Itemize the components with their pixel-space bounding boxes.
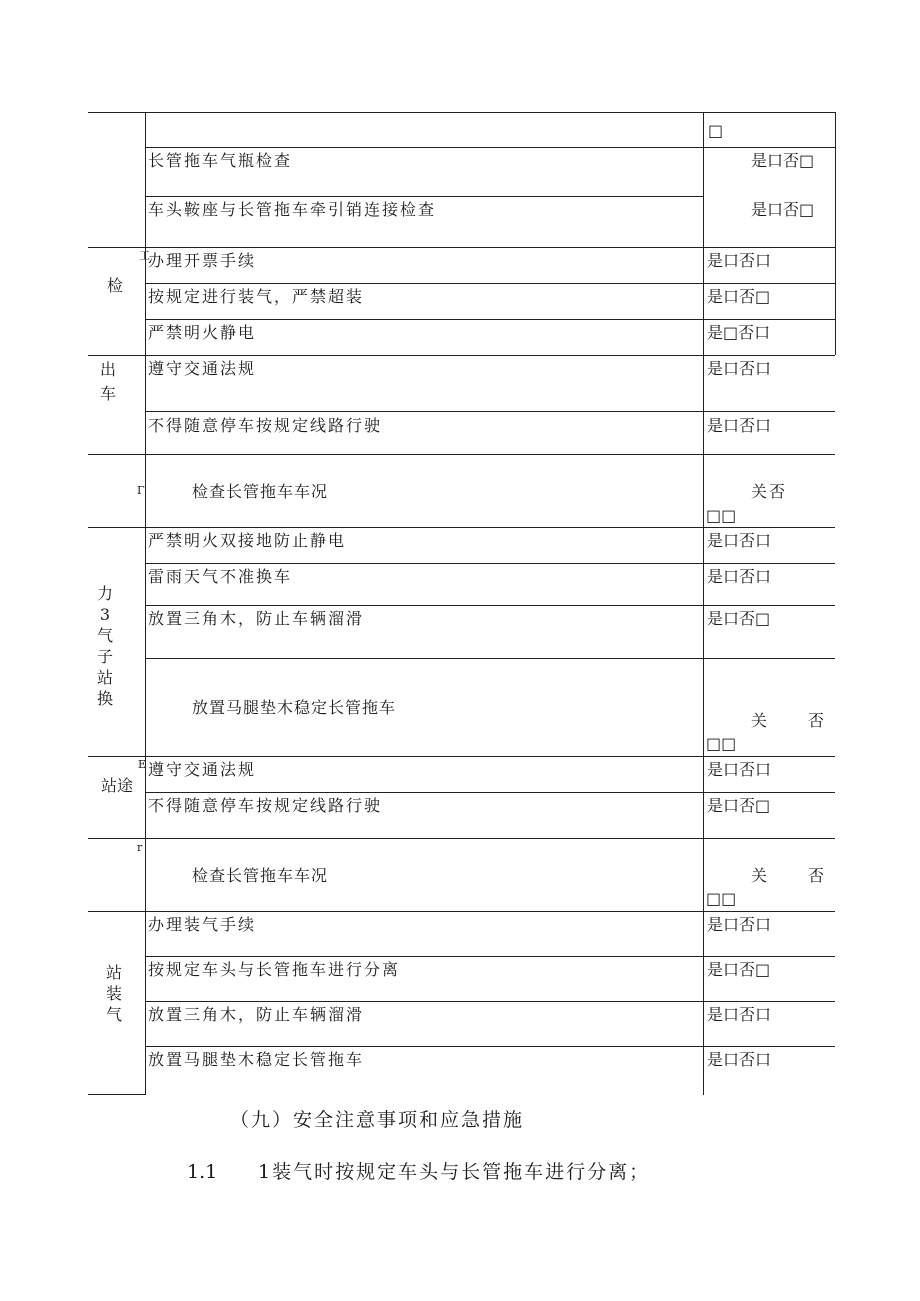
check-boxes[interactable]: □□ bbox=[706, 734, 737, 753]
check-options[interactable]: 是口否□ bbox=[707, 960, 771, 979]
check-options-label: 关否 bbox=[751, 482, 788, 501]
category-char: 气 bbox=[96, 626, 113, 645]
row-line bbox=[145, 319, 835, 320]
item-text: 不得随意停车按规定线路行驶 bbox=[148, 796, 383, 815]
row-line bbox=[88, 112, 835, 113]
check-options[interactable]: 是口否口 bbox=[707, 251, 772, 270]
item-text: 办理装气手续 bbox=[148, 915, 257, 934]
item-text: 车头鞍座与长管拖车牵引销连接检查 bbox=[148, 200, 437, 219]
item-text: 1装气时按规定车头与长管拖车进行分离； bbox=[258, 1161, 651, 1183]
item-text: 办理开票手续 bbox=[148, 251, 257, 270]
item-text: 检查长管拖车车况 bbox=[192, 482, 329, 501]
row-line bbox=[88, 454, 835, 455]
category-char: 站 bbox=[105, 963, 122, 982]
item-text: 按规定进行装气，严禁超装 bbox=[148, 287, 365, 306]
check-options-label: 关 bbox=[751, 866, 768, 885]
check-options[interactable]: 是口否口 bbox=[707, 416, 772, 435]
item-text: 放置马腿垫木稳定长管拖车 bbox=[148, 1050, 365, 1069]
row-line bbox=[145, 605, 835, 606]
row-line bbox=[88, 527, 835, 528]
check-options[interactable]: 是口否□ bbox=[707, 609, 771, 628]
category-mark: E bbox=[138, 758, 147, 771]
table-border-right bbox=[835, 112, 836, 355]
category-char: 站 bbox=[96, 668, 113, 687]
check-options[interactable]: 是口否□ bbox=[751, 200, 815, 219]
item-text: 放置三角木，防止车辆溜滑 bbox=[148, 1005, 365, 1024]
section-heading: （九）安全注意事项和应急措施 bbox=[230, 1109, 525, 1131]
item-text: 严禁明火静电 bbox=[148, 323, 257, 342]
row-line bbox=[145, 196, 703, 197]
item-text: 检查长管拖车车况 bbox=[192, 866, 329, 885]
category-jian: 检 bbox=[106, 276, 123, 295]
check-options[interactable]: 是口否口 bbox=[707, 760, 772, 779]
check-options[interactable]: 是口否□ bbox=[707, 287, 771, 306]
category-char: 子 bbox=[96, 647, 113, 666]
row-line bbox=[145, 1001, 835, 1002]
row-line bbox=[88, 911, 835, 912]
row-line bbox=[145, 956, 835, 957]
item-text: 放置三角木，防止车辆溜滑 bbox=[148, 609, 365, 628]
item-text: 严禁明火双接地防止静电 bbox=[148, 531, 347, 550]
check-box[interactable]: □ bbox=[708, 121, 724, 140]
item-text: 遵守交通法规 bbox=[148, 760, 257, 779]
check-options-label: 关 bbox=[751, 711, 768, 730]
item-text: 按规定车头与长管拖车进行分离 bbox=[148, 960, 401, 979]
item-text: 放置马腿垫木稳定长管拖车 bbox=[192, 698, 397, 717]
category-zhanzhuangqi bbox=[101, 962, 127, 1025]
category-mark: Γ bbox=[137, 484, 145, 497]
item-text: 长管拖车气瓶检查 bbox=[148, 151, 293, 170]
check-options[interactable]: 是口否口 bbox=[707, 1050, 772, 1069]
category-mark: r bbox=[137, 841, 143, 854]
row-line bbox=[145, 1046, 835, 1047]
check-boxes[interactable]: □□ bbox=[706, 506, 737, 525]
item-text: 遵守交通法规 bbox=[148, 359, 257, 378]
row-line bbox=[88, 756, 835, 757]
check-options[interactable]: 是口否口 bbox=[707, 915, 772, 934]
row-line bbox=[145, 411, 835, 412]
table-bottom-line bbox=[88, 1094, 145, 1095]
check-options[interactable]: 是口否□ bbox=[751, 151, 815, 170]
check-options-label: 否 bbox=[808, 711, 825, 730]
category-char: 气 bbox=[105, 1005, 122, 1024]
item-number: 1.1 bbox=[187, 1161, 218, 1183]
row-line bbox=[88, 247, 835, 248]
check-options[interactable]: 是口否口 bbox=[707, 1005, 772, 1024]
check-options[interactable]: 是口否口 bbox=[707, 567, 772, 586]
check-options-label: 否 bbox=[808, 866, 825, 885]
table-divider-check bbox=[703, 112, 704, 1095]
category-char: 换 bbox=[96, 689, 113, 708]
item-text: 雷雨天气不准换车 bbox=[148, 567, 293, 586]
category-char: 力 bbox=[96, 584, 113, 603]
check-boxes[interactable]: □□ bbox=[706, 889, 737, 908]
row-line bbox=[145, 283, 835, 284]
category-char: 装 bbox=[105, 984, 122, 1003]
row-line bbox=[145, 792, 835, 793]
row-line bbox=[88, 838, 835, 839]
row-line bbox=[145, 658, 835, 659]
check-options[interactable]: 是口否口 bbox=[707, 359, 772, 378]
category-mark: 工 bbox=[139, 249, 150, 262]
category-chuche-2: 车 bbox=[99, 384, 116, 403]
row-line bbox=[145, 147, 835, 148]
row-line bbox=[145, 563, 835, 564]
category-huanqi bbox=[92, 583, 118, 709]
item-text: 不得随意停车按规定线路行驶 bbox=[148, 416, 383, 435]
check-options[interactable]: 是口否口 bbox=[707, 531, 772, 550]
check-options[interactable]: 是口否□ bbox=[707, 796, 771, 815]
check-options[interactable]: 是□否口 bbox=[707, 323, 771, 342]
category-char: 3 bbox=[99, 605, 111, 624]
row-line bbox=[88, 355, 835, 356]
category-chuche-1: 出 bbox=[99, 360, 116, 379]
category-zhantu: 站途 bbox=[100, 776, 133, 795]
